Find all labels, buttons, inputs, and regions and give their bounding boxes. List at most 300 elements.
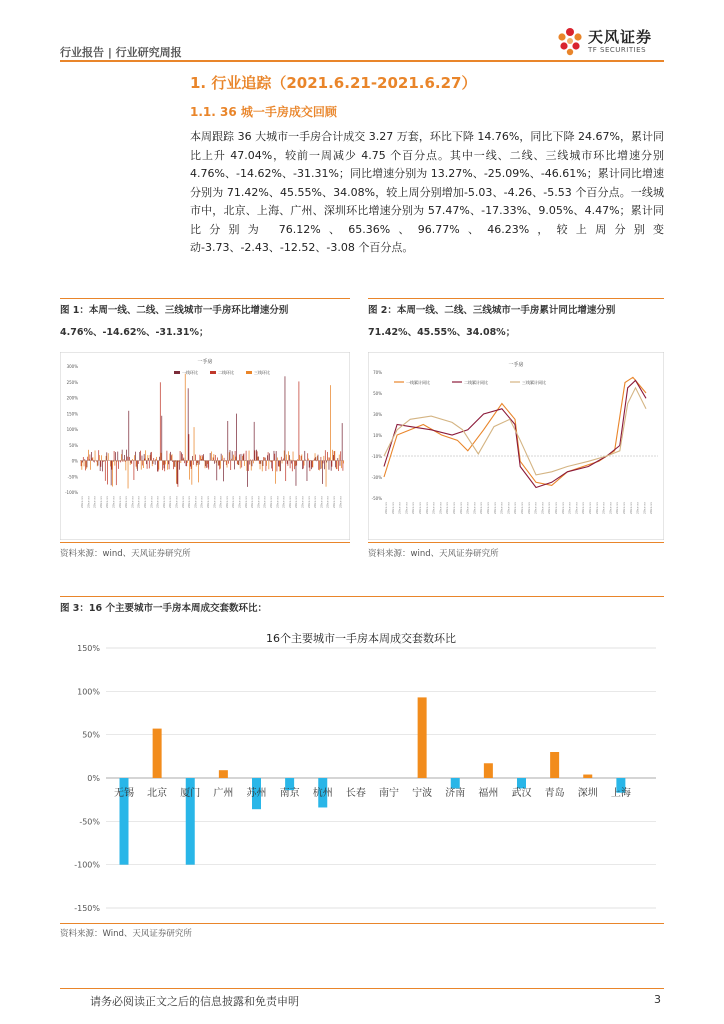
figure2-xtick: 20xx-xx: [472, 502, 477, 515]
figure1-bar: [164, 461, 165, 472]
section-heading: 1. 行业追踪（2021.6.21-2021.6.27）: [190, 74, 477, 92]
figure1-bar: [332, 450, 333, 461]
figure1-bar: [124, 455, 125, 461]
figure2-xtick: 20xx-xx: [642, 502, 647, 515]
figure1-bar: [336, 461, 337, 470]
figure1-bar: [304, 461, 305, 466]
figure1-bar: [329, 457, 330, 460]
figure1-bar: [247, 461, 248, 487]
figure1-xtick: 20xx-xx: [117, 496, 122, 509]
figure1-bar: [255, 450, 256, 460]
figure1-bar: [282, 461, 283, 464]
figure1-xtick: 20xx-xx: [224, 496, 229, 509]
figure1-bar: [341, 461, 342, 469]
figure1-bar: [93, 461, 94, 462]
figure1-bar: [327, 452, 328, 461]
figure1-bar: [335, 461, 336, 468]
figure1-bar: [200, 455, 201, 461]
figure1-bar: [167, 451, 168, 461]
figure1-xtick: 20xx-xx: [187, 496, 192, 509]
figure1-bar: [88, 450, 89, 461]
figure1-bar: [98, 461, 99, 466]
figure1-bar: [158, 461, 159, 472]
figure1-bar: [231, 459, 232, 461]
figure3-category-label: 上海: [610, 788, 631, 799]
figure2-xtick: 20xx-xx: [411, 502, 416, 515]
figure1-bar: [222, 460, 223, 461]
figure1-bar: [254, 422, 255, 461]
figure1-bar: [268, 461, 269, 470]
figure1-bar: [311, 461, 312, 470]
figure1-bar: [202, 455, 203, 461]
figure1-xtick: 20xx-xx: [86, 496, 91, 509]
figure1-bar: [318, 461, 319, 470]
figure1-bar: [326, 461, 327, 463]
figure1-bar: [290, 461, 291, 469]
figure1-bar: [269, 453, 270, 460]
figure1-bar: [206, 461, 207, 468]
figure1-bar: [312, 461, 313, 468]
figure1-bar: [191, 461, 192, 485]
figure1-bar: [331, 461, 332, 471]
figure2-top-rule: [368, 298, 664, 299]
figure1-legend-label: 一线环比: [182, 370, 198, 375]
figure1-bar: [117, 461, 118, 462]
figure2-xtick: 20xx-xx: [431, 502, 436, 515]
figure1-bar: [169, 454, 170, 461]
figure1-bar: [137, 461, 138, 471]
figure1-bar: [337, 458, 338, 460]
figure1-bar: [237, 461, 238, 465]
figure1-svg: [60, 352, 350, 540]
figure1-xtick: 20xx-xx: [174, 496, 179, 509]
figure1-bar: [241, 461, 242, 468]
figure2-xtick: 20xx-xx: [581, 502, 586, 515]
figure2-ytick: 30%: [373, 412, 382, 417]
figure1-bar: [117, 452, 118, 461]
figure1-bar: [277, 461, 278, 472]
figure3-category-label: 苏州: [246, 788, 267, 799]
figure1-xtick: 20xx-xx: [161, 496, 166, 509]
figure2-xtick: 20xx-xx: [628, 502, 633, 515]
brand-logo: [554, 24, 664, 64]
figure3-category-label: 济南: [445, 788, 466, 799]
figure1-xtick: 20xx-xx: [237, 496, 242, 509]
figure1-bar: [139, 452, 140, 461]
figure1-bar: [81, 461, 82, 467]
figure1-bar: [303, 461, 304, 469]
figure2-xtick: 20xx-xx: [615, 502, 620, 515]
figure1-bar: [213, 457, 214, 460]
figure1-bar: [96, 461, 97, 462]
figure2-xtick: 20xx-xx: [540, 502, 545, 515]
subsection-heading: 1.1. 36 城一手房成交回顾: [190, 105, 337, 119]
figure1-bar: [323, 456, 324, 461]
figure1-bar: [104, 461, 105, 462]
figure3-bar: [219, 770, 228, 778]
figure1-bar: [112, 461, 113, 487]
figure1-bar: [146, 461, 147, 465]
figure1-bar: [205, 461, 206, 467]
figure1-bar: [296, 461, 297, 486]
figure1-bar: [323, 461, 324, 464]
figure1-bar: [320, 461, 321, 470]
figure1-bar: [153, 461, 154, 464]
figure1-bar: [197, 461, 198, 466]
figure1-bar: [138, 461, 139, 464]
figure1-bar: [106, 452, 107, 460]
figure3-bar: [153, 729, 162, 778]
figure1-bar: [170, 452, 171, 461]
figure1-bar: [234, 461, 235, 470]
figure1-bar: [215, 455, 216, 461]
figure1-xtick: 20xx-xx: [243, 496, 248, 509]
figure1-bar: [145, 459, 146, 461]
figure1-bar: [266, 461, 267, 471]
figure1-bar: [176, 461, 177, 484]
figure1-bar: [288, 451, 289, 460]
figure1-xtick: 20xx-xx: [206, 496, 210, 509]
figure1-bar: [131, 461, 132, 464]
figure1-bar: [204, 461, 205, 462]
figure1-bar: [189, 434, 190, 460]
figure1-bar: [307, 453, 308, 460]
figure1-bar: [340, 461, 341, 466]
figure1-bar: [228, 461, 229, 464]
figure1-bar: [155, 461, 156, 465]
figure1-bar: [202, 456, 203, 460]
figure1-bar: [110, 461, 111, 467]
figure1-bar: [244, 461, 245, 466]
figure1-bar: [279, 461, 280, 472]
figure1-bar: [179, 461, 180, 470]
figure1-bar: [238, 461, 239, 466]
figure1-legend-swatch: [246, 371, 252, 374]
figure1-bar: [151, 452, 152, 461]
figure1-bottom-rule: [60, 542, 350, 543]
figure1-bar: [103, 461, 104, 462]
figure2-xtick: 20xx-xx: [533, 502, 538, 515]
figure1-bar: [296, 461, 297, 466]
figure1-bar: [230, 461, 231, 471]
figure3-title: 16个主要城市一手房本周成交套数环比: [266, 632, 456, 645]
figure1-bar: [222, 455, 223, 460]
figure1-bar: [169, 461, 170, 470]
figure1-ytick: 0%: [71, 458, 78, 464]
figure1-bar: [301, 456, 302, 461]
figure1-bar: [122, 450, 123, 461]
figure1-xtick: 20xx-xx: [130, 496, 135, 509]
figure1-bar: [106, 456, 107, 461]
figure1-bar: [280, 461, 281, 472]
figure2-bottom-rule: [368, 542, 664, 543]
figure1-bar: [128, 411, 129, 461]
figure2-xtick: 20xx-xx: [390, 502, 395, 515]
figure1-bar: [299, 381, 300, 460]
figure1-ytick: 100%: [66, 427, 78, 432]
figure1-bar: [161, 453, 162, 461]
figure1-bar: [87, 457, 88, 461]
figure1-bar: [236, 414, 237, 461]
figure1-bar: [276, 451, 277, 460]
figure1-legend-label: 三线环比: [254, 370, 270, 375]
figure2-xtick: 20xx-xx: [560, 502, 565, 515]
figure1-xtick: 20xx-xx: [294, 496, 299, 509]
figure3-bottom-rule: [60, 923, 664, 924]
figure1-caption: 图 1：本周一线、二线、三线城市一手房环比增速分别 4.76%、-14.62%、-31.31%；: [60, 305, 289, 338]
figure3-caption: 图 3：16 个主要城市一手房本周成交套数环比：: [60, 603, 267, 614]
figure1-bar: [178, 461, 179, 463]
figure1-bar: [321, 461, 322, 469]
figure1-bar: [175, 461, 176, 468]
figure3-top-rule: [60, 596, 664, 597]
figure1-bar: [216, 461, 217, 463]
figure1-bar: [227, 461, 228, 468]
figure1-bar: [283, 458, 284, 460]
figure1-bar: [86, 461, 87, 469]
figure1-bar: [149, 461, 150, 469]
figure1-bar: [286, 455, 287, 461]
figure1-bar: [242, 456, 243, 461]
figure1-bar: [235, 457, 236, 461]
figure1-bar: [301, 454, 302, 460]
figure3-bar: [484, 763, 493, 778]
figure3-category-label: 青岛: [544, 788, 565, 799]
figure1-bar: [338, 461, 339, 472]
figure2-xtick: 20xx-xx: [492, 502, 497, 515]
figure1-bar: [259, 461, 260, 464]
figure1-bar: [334, 451, 335, 460]
figure1-ytick: -50%: [67, 474, 78, 480]
figure1-bar: [98, 450, 99, 460]
figure1-bar: [87, 461, 88, 468]
figure1-bar: [309, 461, 310, 468]
figure1-bar: [131, 461, 132, 463]
figure2-xtick: 20xx-xx: [635, 502, 640, 515]
figure2-ytick: 10%: [373, 433, 382, 438]
figure2-ytick: -50%: [371, 496, 382, 501]
figure1-bar: [183, 458, 184, 461]
figure1-bar: [159, 457, 160, 461]
figure1-bar: [319, 461, 320, 471]
figure1-bar: [284, 451, 285, 461]
figure3-ytick: 100%: [77, 687, 100, 697]
figure1-bar: [328, 457, 329, 460]
figure1-bar: [162, 461, 163, 471]
figure1-xtick: 20xx-xx: [149, 496, 154, 509]
figure1-bar: [278, 461, 279, 467]
figure1-xtick: 20xx-xx: [275, 496, 280, 509]
figure1-bar: [266, 461, 267, 466]
figure1-bar: [121, 454, 122, 460]
figure3-ytick: -100%: [74, 860, 100, 870]
figure1-bar: [260, 461, 261, 470]
figure2-xtick: 20xx-xx: [608, 502, 613, 515]
figure1-bar: [171, 455, 172, 460]
figure1-legend-label: 二线环比: [218, 370, 234, 375]
figure1-xtick: 20xx-xx: [325, 496, 330, 509]
figure1-bar: [103, 461, 104, 462]
figure1-bar: [150, 455, 151, 461]
figure1-bar: [142, 461, 143, 466]
figure3-category-label: 宁波: [412, 788, 433, 799]
figure1-bar: [89, 459, 90, 460]
figure1-bar: [257, 457, 258, 461]
figure1-bar: [172, 461, 173, 463]
figure1-bar: [193, 461, 194, 465]
figure1-bar: [232, 451, 233, 460]
figure3-category-label: 杭州: [312, 788, 333, 799]
figure2-xtick: 20xx-xx: [438, 502, 443, 515]
figure1-bar: [115, 452, 116, 460]
figure1-bar: [182, 454, 183, 460]
figure1-bar: [157, 461, 158, 472]
figure1-bar: [185, 374, 186, 461]
figure2-svg: [368, 352, 664, 540]
figure1-bar: [219, 461, 220, 466]
figure1-ytick: 250%: [66, 379, 78, 385]
figure1-bar: [334, 451, 335, 461]
figure1-xtick: 20xx-xx: [124, 496, 129, 509]
figure1-bar: [180, 461, 181, 464]
figure2-xtick: 20xx-xx: [601, 502, 606, 515]
figure2-xtick: 20xx-xx: [418, 502, 422, 515]
figure1-bar: [205, 461, 206, 469]
figure1-title: 一手房: [197, 359, 213, 365]
figure1-bar: [333, 455, 334, 460]
figure1-bar: [156, 459, 157, 461]
figure1-xtick: 20xx-xx: [269, 496, 273, 509]
figure1-bar: [318, 455, 319, 461]
figure1-bar: [85, 461, 86, 471]
figure1-bar: [190, 461, 191, 467]
brand-sub: TF SECURITIES: [588, 46, 647, 54]
figure1-bar: [218, 461, 219, 466]
figure1-ytick: 200%: [66, 395, 78, 401]
figure1-legend-swatch: [174, 371, 180, 374]
figure1-bar: [120, 461, 121, 463]
figure1-xtick: 20xx-xx: [262, 496, 267, 509]
footer-divider: [60, 988, 664, 989]
figure1-bar: [140, 451, 141, 461]
figure1-bar: [281, 457, 282, 461]
figure1-bar: [289, 455, 290, 460]
figure1-bar: [100, 461, 101, 471]
figure3-ytick: 50%: [82, 730, 100, 740]
figure2-xtick: 20xx-xx: [574, 502, 579, 515]
figure1-bar: [230, 450, 231, 460]
figure2-xtick: 20xx-xx: [465, 502, 470, 515]
figure1-bar: [252, 460, 253, 461]
figure1-xtick: 20xx-xx: [98, 496, 103, 509]
figure1-xtick: 20xx-xx: [231, 496, 236, 509]
figure1-bar: [342, 423, 343, 460]
figure1-bar: [123, 459, 124, 460]
figure1-bar: [337, 461, 338, 470]
figure1-bar: [112, 461, 113, 470]
figure1-bar: [213, 454, 214, 460]
figure1-bar: [187, 461, 188, 463]
figure3-category-label: 广州: [213, 788, 234, 799]
figure1-bar: [125, 461, 126, 462]
figure1-bar: [161, 416, 162, 461]
figure1-bar: [260, 461, 261, 464]
figure1-bar: [343, 461, 344, 471]
figure1-bar: [192, 456, 193, 461]
figure1-bar: [95, 450, 96, 460]
figure1-bar: [194, 427, 195, 460]
figure1-bar: [186, 461, 187, 467]
figure1-bar: [97, 461, 98, 467]
figure1-bar: [240, 461, 241, 469]
figure2-legend-label: 一线累计同比: [406, 380, 430, 385]
figure1-bar: [195, 455, 196, 461]
figure1-bar: [94, 461, 95, 463]
figure1-bar: [127, 457, 128, 461]
figure1-bar: [293, 452, 294, 461]
figure1-bar: [114, 451, 115, 460]
figure3-ytick: -150%: [74, 904, 100, 913]
figure2-xtick: 20xx-xx: [526, 502, 531, 515]
figure3-category-label: 长春: [345, 788, 366, 799]
figure1-bar: [267, 455, 268, 460]
figure1-bar: [126, 450, 127, 461]
figure1-xtick: 20xx-xx: [218, 496, 223, 509]
figure1-bar: [271, 461, 272, 469]
figure1-xtick: 20xx-xx: [92, 496, 97, 509]
figure1-bar: [272, 461, 273, 472]
figure3-category-label: 武汉: [511, 788, 532, 799]
figure1-xtick: 20xx-xx: [319, 496, 324, 509]
figure1-bar: [219, 461, 220, 470]
figure3-ytick: 0%: [87, 774, 100, 783]
figure3-category-label: 南宁: [379, 788, 399, 799]
figure1-bar: [226, 461, 227, 466]
figure1-bar: [189, 461, 190, 480]
figure1-bar: [239, 455, 240, 461]
figure1-bar: [274, 454, 275, 461]
figure1-bar: [343, 461, 344, 464]
figure1-chart: [60, 352, 350, 540]
figure2-xtick: 20xx-xx: [445, 502, 450, 515]
figure1-bar: [249, 461, 250, 465]
figure1-bar: [83, 457, 84, 460]
figure1-bar: [233, 455, 234, 461]
figure2-xtick: 20xx-xx: [458, 502, 463, 515]
figure1-bar: [102, 461, 103, 472]
header-divider: [60, 60, 664, 62]
flower-logo-icon: [554, 24, 586, 60]
figure1-bar: [164, 461, 165, 469]
figure1-xtick: 20xx-xx: [313, 496, 318, 509]
figure1-xtick: 20xx-xx: [193, 496, 198, 509]
figure1-xtick: 20xx-xx: [338, 496, 343, 509]
figure2-caption: 图 2：本周一线、二线、三线城市一手房累计同比增速分别 71.42%、45.55%、34.08%；: [368, 305, 616, 338]
figure1-bar: [330, 385, 331, 460]
figure1-bar: [302, 461, 303, 470]
figure1-bar: [340, 451, 341, 460]
figure1-bar: [275, 461, 276, 484]
figure1-bar: [134, 461, 135, 480]
figure2-xtick: 20xx-xx: [513, 502, 518, 515]
figure3-ytick: 150%: [77, 644, 100, 653]
figure1-bar: [307, 461, 308, 481]
figure2-legend-label: 三线累计同比: [522, 380, 546, 385]
figure1-xtick: 20xx-xx: [143, 496, 147, 509]
figure2-ytick: 70%: [373, 370, 382, 375]
figure1-bar: [84, 461, 85, 467]
figure2-xtick: 20xx-xx: [520, 502, 524, 515]
